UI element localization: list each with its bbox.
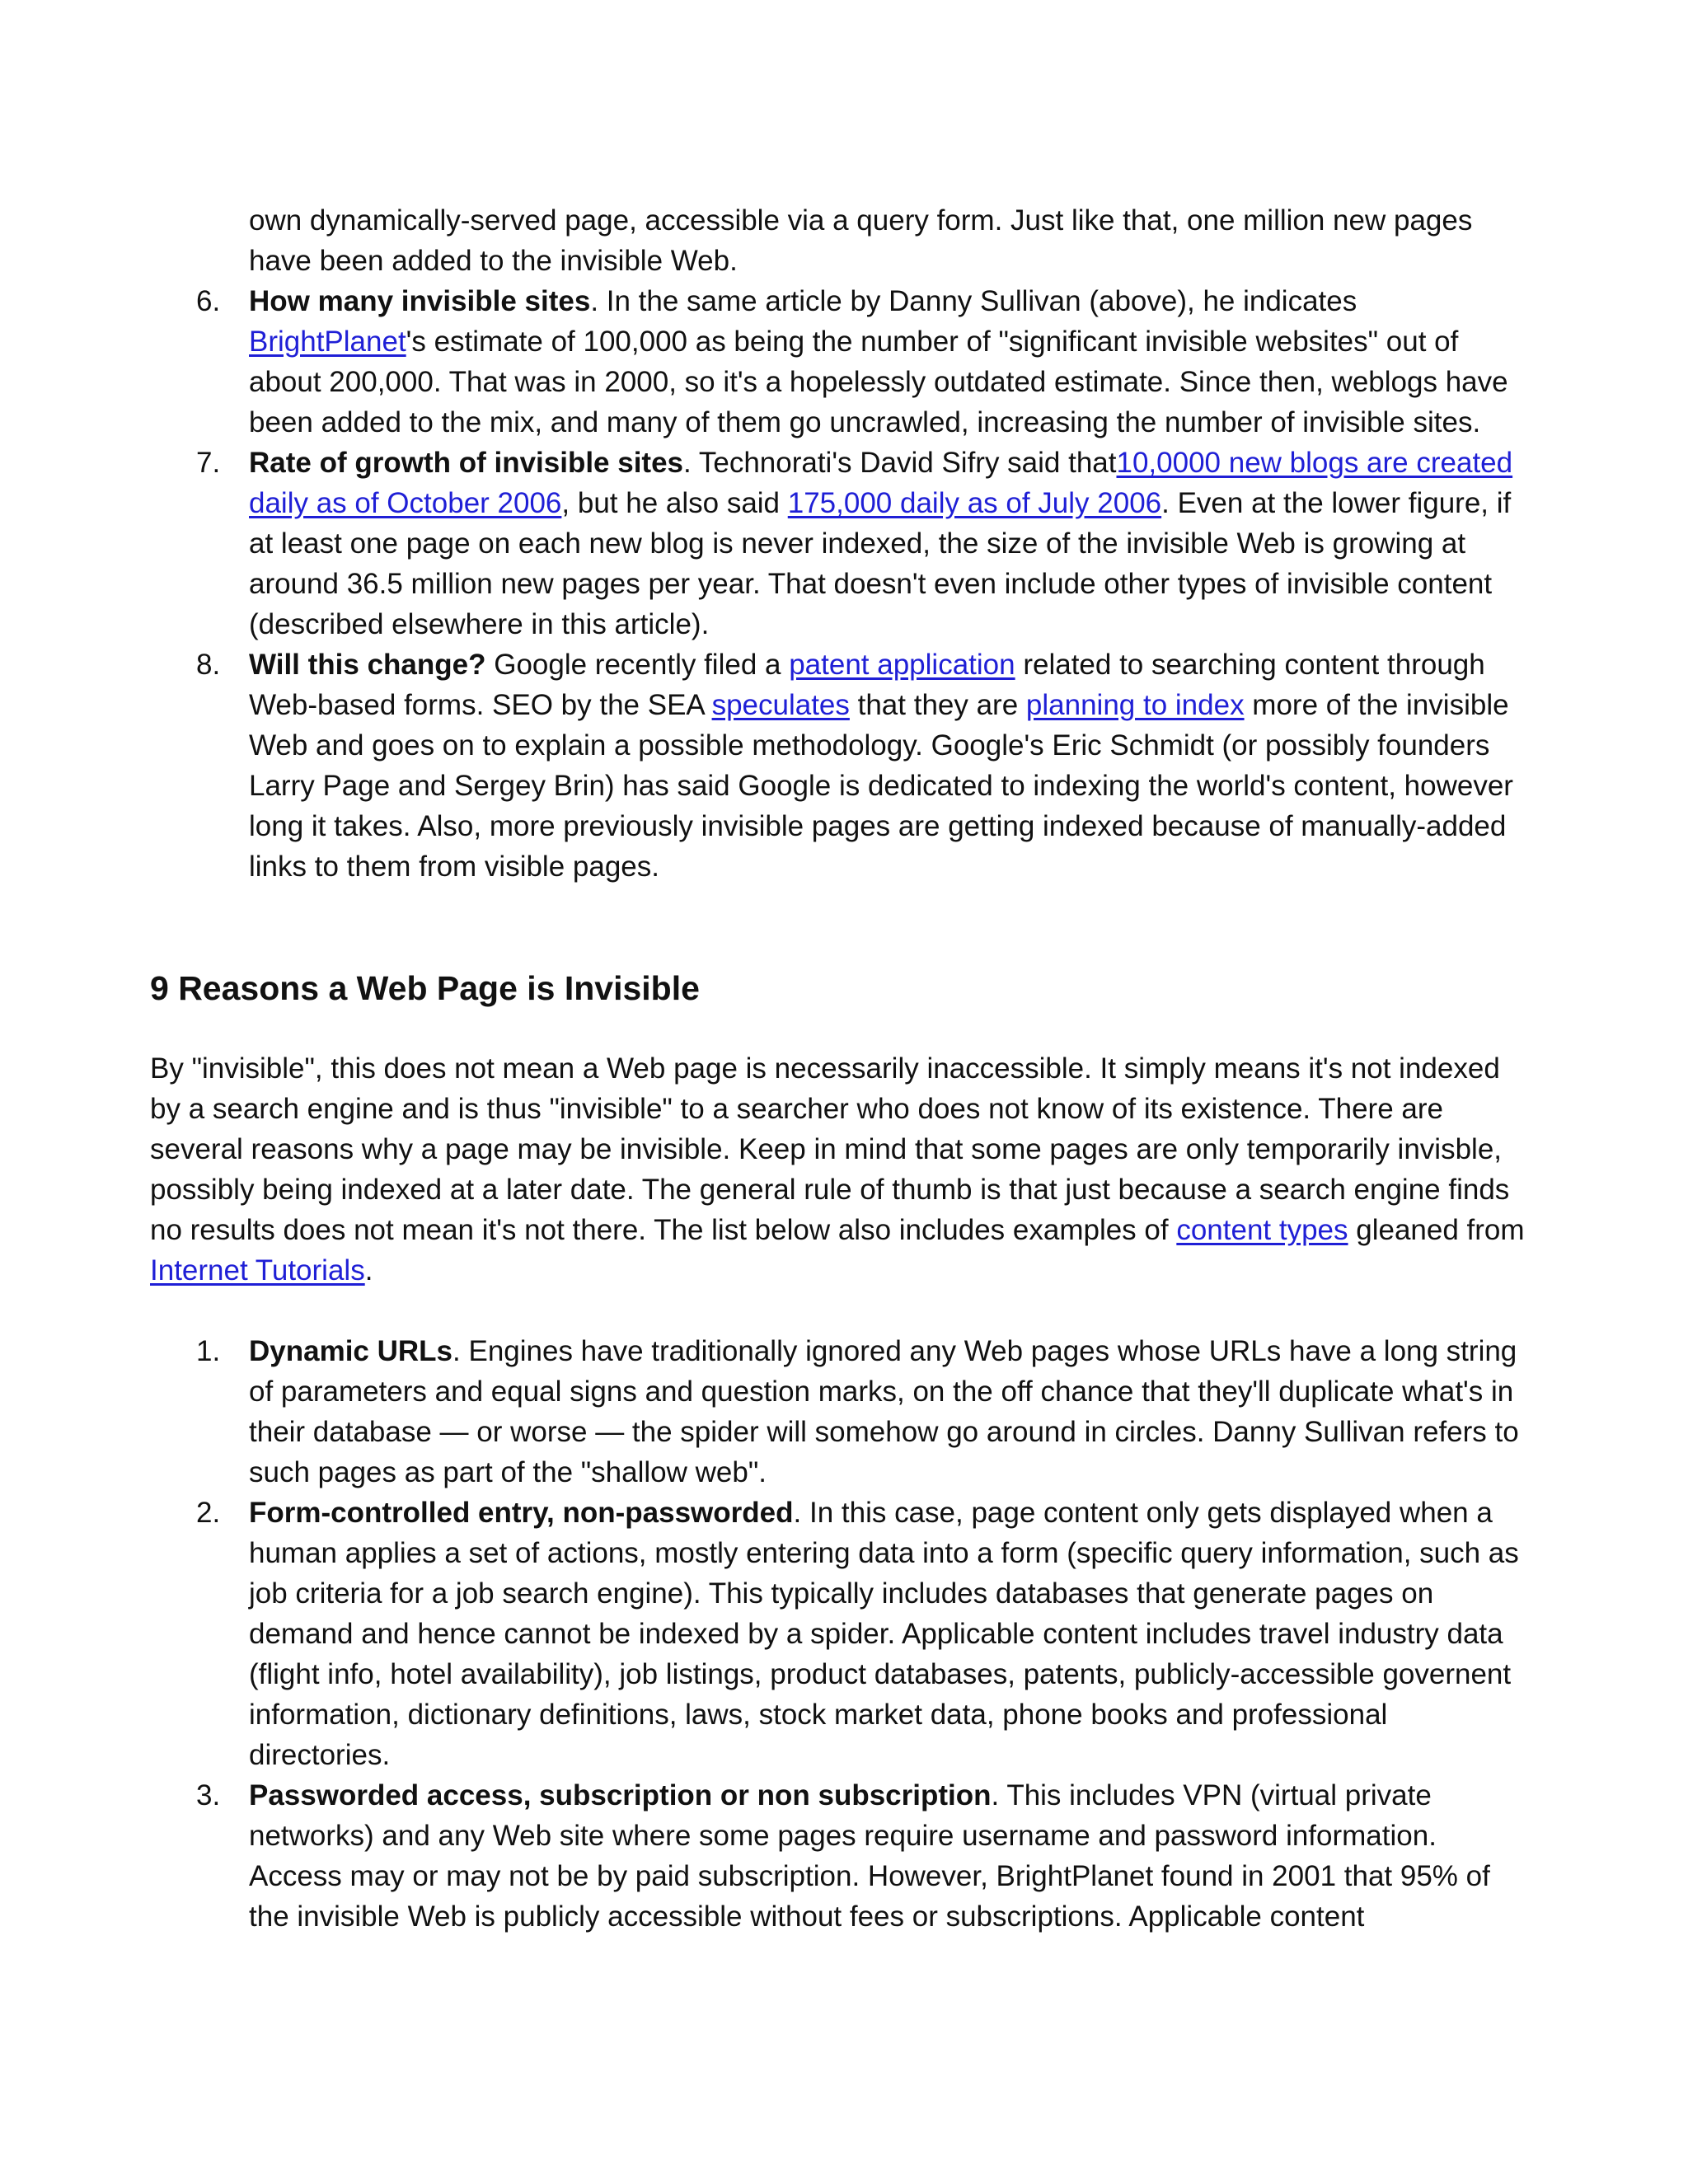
intro-text: gleaned from xyxy=(1348,1214,1525,1246)
planning-to-index-link[interactable]: planning to index xyxy=(1025,689,1245,721)
internet-tutorials-link[interactable]: Internet Tutorials xyxy=(150,1254,365,1286)
list-item-continuation xyxy=(0,200,1535,281)
list-number: 7. xyxy=(196,447,221,479)
speculates-link[interactable]: speculates xyxy=(711,689,850,721)
intro-text: . xyxy=(364,1254,373,1286)
section-heading: 9 Reasons a Web Page is Invisible xyxy=(150,969,700,1007)
item-text: 's estimate of 100,000 as being the number of "significant invisible websites" out of about 200,000. That was in 2000, so it's a hopelessly outdated estimate. Since then, weblogs have been added to the mix, and many of them go uncrawled, increasing the number of invisible sites. xyxy=(249,326,1508,438)
daily-july-link[interactable]: 175,000 daily as of July 2006 xyxy=(787,487,1162,519)
content-types-link[interactable]: content types xyxy=(1176,1214,1348,1246)
item-text: that they are xyxy=(849,689,1026,721)
item-text: more of the invisible Web and goes on to explain a possible methodology. Google's Eric Schmidt (or possibly founders Larry Page and Sergey Brin) has said Google is dedicated to indexing the world's content, however long it takes. Also, more previously invisible pages are getting indexed because of manually-added links to them from visible pages. xyxy=(249,689,1513,883)
brightplanet-link[interactable]: BrightPlanet xyxy=(249,326,406,358)
item-text: . In the same article by Danny Sullivan (above), he indicates xyxy=(590,285,1357,317)
item-title: How many invisible sites xyxy=(249,285,591,317)
patent-application-link[interactable]: patent application xyxy=(789,649,1015,681)
list-item-fact-6 xyxy=(0,281,1535,443)
list-number: 1. xyxy=(196,1335,221,1367)
item-title: Passworded access, subscription or non subscription xyxy=(249,1779,992,1811)
item-text: . Engines have traditionally ignored any Web pages whose URLs have a long string of parameters and equal signs and question marks, on the off chance that they'll duplicate what's in their database — or worse — the spider will somehow go around in circles. Danny Sullivan refers to such pages as part of the "shallow web". xyxy=(249,1335,1519,1488)
item-text: . Even at the lower figure, if at least one page on each new blog is never indexed, the size of the invisible Web is growing at around 36.5 million new pages per year. That doesn't even include other types of invisible content (described elsewhere in this article). xyxy=(249,487,1512,640)
item-title: Dynamic URLs xyxy=(249,1335,453,1367)
item-text: . Technorati's David Sifry said that xyxy=(683,447,1117,479)
list-item-fact-7 xyxy=(0,443,1535,644)
item-text: related to searching content through Web-based forms. SEO by the SEA xyxy=(249,649,1485,721)
intro-paragraph xyxy=(150,1048,1535,1291)
list-item-reason-1 xyxy=(0,1331,1535,1493)
item-title: Rate of growth of invisible sites xyxy=(249,447,684,479)
item-title: Form-controlled entry, non-passworded xyxy=(249,1497,794,1529)
continuation-text: own dynamically-served page, accessible via a query form. Just like that, one million new pages have been added to the invisible Web. xyxy=(249,204,1473,277)
list-item-reason-2 xyxy=(0,1493,1535,1775)
item-text: . In this case, page content only gets displayed when a human applies a set of actions, mostly entering data into a form (specific query information, such as job criteria for a job search engine). This typically includes databases that generate pages on demand and hence cannot be indexed by a spider. Applicable content includes travel industry data (flight info, hotel availability), job listings, product databases, patents, publicly-accessible governent information, dictionary definitions, laws, stock market data, phone books and professional directories. xyxy=(249,1497,1519,1771)
list-item-reason-3 xyxy=(0,1775,1535,1937)
item-text: , but he also said xyxy=(561,487,788,519)
item-text: . This includes VPN (virtual private networks) and any Web site where some pages require username and password information. Access may or may not be by paid subscription. However, BrightPlanet found in 2001 that 95% of the invisible Web is publicly accessible without fees or subscriptions. Applicable content xyxy=(249,1779,1490,1933)
list-number: 8. xyxy=(196,649,221,681)
item-text: Google recently filed a xyxy=(485,649,790,681)
list-number: 2. xyxy=(196,1497,221,1529)
item-title: Will this change? xyxy=(249,649,486,681)
facts-list xyxy=(0,200,1688,887)
reasons-list xyxy=(0,1331,1688,1937)
list-number: 6. xyxy=(196,285,221,317)
new-blogs-october-link[interactable]: 10,0000 new blogs are created daily as of October 2006 xyxy=(249,447,1513,519)
list-item-fact-8 xyxy=(0,644,1535,887)
intro-text: By "invisible", this does not mean a Web page is necessarily inaccessible. It simply means it's not indexed by a search engine and is thus "invisible" to a searcher who does not know of its existence. There are several reasons why a page may be invisible. Keep in mind that some pages are only temporarily invisble, possibly being indexed at a later date. The general rule of thumb is that just because a search engine finds no results does not mean it's not there. The list below also includes examples of xyxy=(150,1052,1510,1246)
list-number: 3. xyxy=(196,1779,221,1811)
